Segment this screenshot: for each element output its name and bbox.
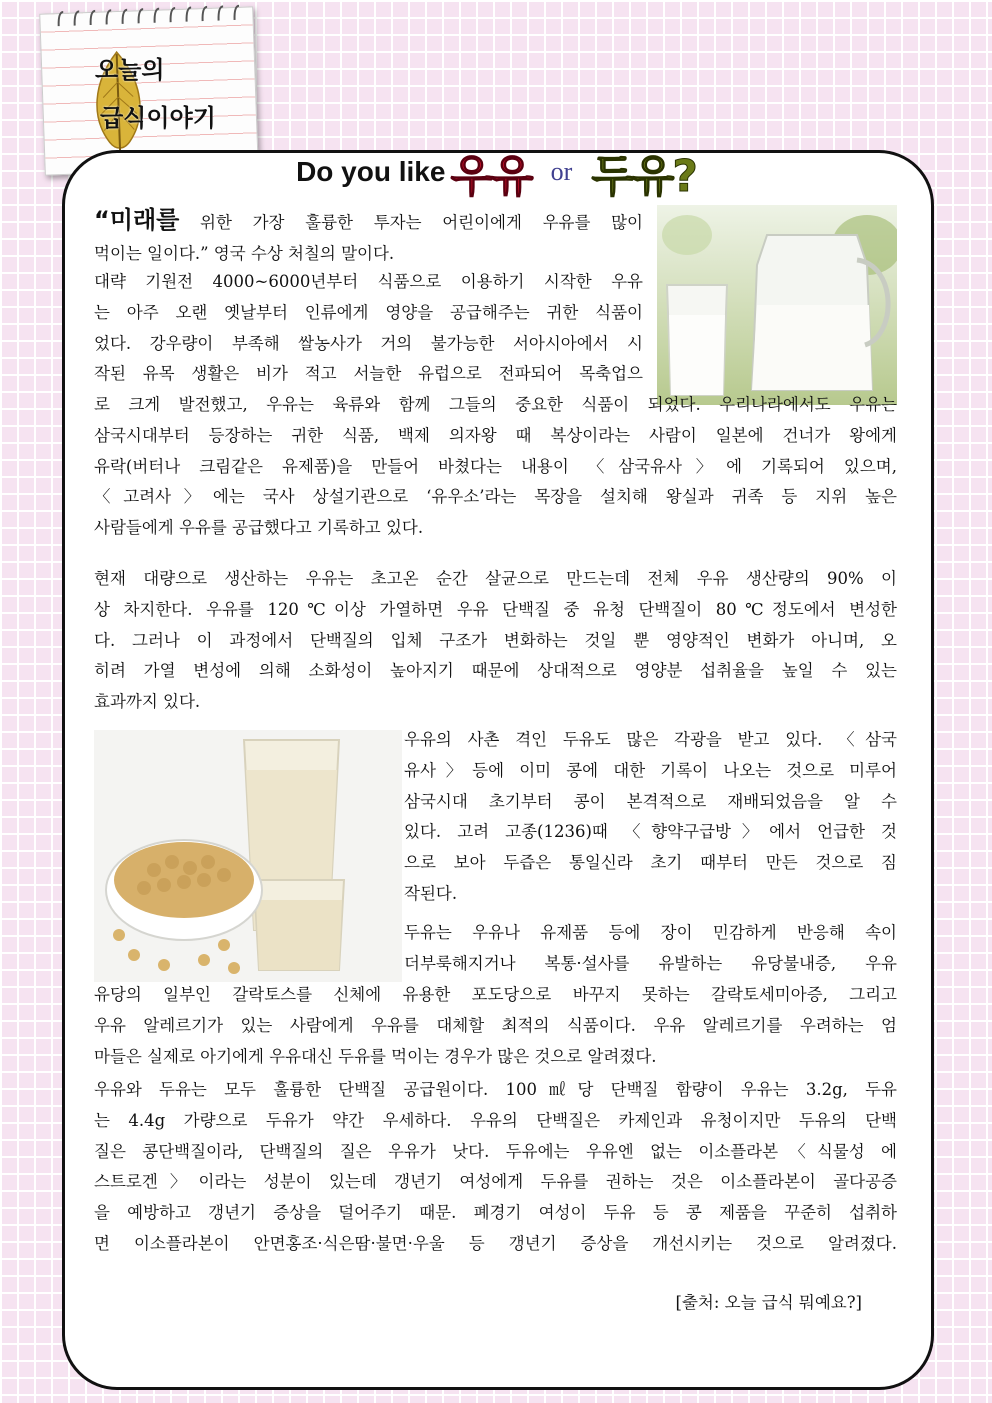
p6-line-1: 우유와 두유는 모두 훌륭한 단백질 공급원이다. 100㎖당 단백질 함량이 우유는 3.2g, 두유 (94, 1080, 897, 1099)
p2-line-5: 로 크게 발전했고, 우유는 육류와 함께 그들의 중요한 식품이 되었다. 우리나라에서도 우유는 (94, 395, 897, 414)
p6-line-5: 을 예방하고 갱년기 증상을 덜어주기 때문. 폐경기 여성이 두유 등 콩 제품을 꾸준히 섭취하 (94, 1203, 897, 1223)
p6-line-4: 스트로겐〉이라는 성분이 있는데 갱년기 여성에게 두유를 권하는 것은 이소플라본이 골다공증 (94, 1172, 897, 1192)
p2-line-3: 었다. 강우량이 부족해 쌀농사가 거의 불가능한 서아시아에서 시 (94, 333, 643, 353)
p1-line-1 (94, 205, 643, 239)
paragraph-5a (404, 918, 897, 980)
p2-line-6: 삼국시대부터 등장하는 귀한 식품, 백제 의자왕 때 복상이라는 사람이 일본에 건너가 왕에게 (94, 425, 897, 445)
p2-line-8: 〈고려사〉에는 국사 상설기관으로 ‘유우소’라는 목장을 설치해 왕실과 귀족 등 지위 높은 (94, 487, 897, 507)
title-or: or (550, 157, 573, 186)
p5-line-5: 마들은 실제로 아기에게 우유대신 두유를 먹이는 경우가 많은 것으로 알려졌다. (94, 1046, 657, 1066)
paragraph-1 (94, 205, 643, 270)
p4-line-3: 삼국시대 초기부터 콩이 본격적으로 재배되었음을 알 수 (404, 791, 897, 811)
p2-line-7: 유락(버터나 크림같은 유제품)을 만들어 바쳤다는 내용이 〈삼국유사〉에 기록되어 있으며, (94, 456, 897, 476)
paragraph-5b (94, 980, 897, 1072)
p5-line-3: 유당의 일부인 갈락토스를 신체에 유용한 포도당으로 바꾸지 못하는 갈락토세미아증, 그리고 (94, 985, 897, 1004)
p1-line-2: 먹이는 일이다.” 영국 수상 처칠의 말이다. (94, 243, 395, 263)
page-title (0, 140, 992, 204)
title-prefix: Do you like (296, 156, 446, 187)
p2-line-9: 사람들에게 우유를 공급했다고 기록하고 있다. (94, 518, 424, 538)
p6-line-2: 는 4.4g 가량으로 두유가 약간 우세하다. 우유의 단백질은 카제인과 유청이지만 두유의 단백 (94, 1110, 897, 1130)
p5-line-2: 더부룩해지거나 복통·설사를 유발하는 유당불내증, 우유 (404, 953, 897, 973)
paragraph-3 (94, 564, 897, 718)
p6-line-3: 질은 콩단백질이라, 단백질의 질은 우유가 낫다. 두유에는 우유엔 없는 이소플라본〈식물성 에 (94, 1141, 897, 1161)
p2-line-2: 는 아주 오랜 옛날부터 인류에게 영양을 공급해주는 귀한 식품이 (94, 302, 643, 322)
quote-emphasis: “미래를 (94, 206, 180, 234)
badge-line-2: 급식이야기 (100, 104, 216, 132)
p6-line-6: 면 이소플라본이 안면홍조·식은땀·불면·우울 등 갱년기 증상을 개선시키는 것으로 알려졌다. (94, 1233, 897, 1253)
p4-line-5: 으로 보아 두즙은 통일신라 초기 때부터 만든 것으로 짐 (404, 853, 897, 873)
source-citation: [출처: 오늘 급식 뭐예요?] (675, 1293, 862, 1312)
p4-line-2: 유사〉등에 이미 콩에 대한 기록이 나오는 것으로 미루어 (404, 760, 897, 780)
paragraph-2b (94, 390, 897, 544)
p1-line-1-text: “미래를 위한 가장 훌륭한 투자는 어린이에게 우유를 많이 (94, 206, 643, 234)
badge-line-1: 오늘의 (95, 56, 165, 84)
p3-line-1: 현재 대량으로 생산하는 우유는 초고온 순간 살균으로 만드는데 전체 우유 생산량의 90% 이 (94, 569, 897, 588)
p4-line-1: 우유의 사촌 격인 두유도 많은 각광을 받고 있다. 〈삼국 (404, 730, 897, 749)
p4-line-6: 작된다. (404, 883, 458, 903)
p5-line-1: 두유는 우유나 유제품 등에 장이 민감하게 반응해 속이 (404, 923, 897, 942)
p3-line-2: 상 차지한다. 우유를 120℃이상 가열하면 우유 단백질 중 유청 단백질이 80℃정도에서 변성한 (94, 599, 897, 619)
p5-line-4: 우유 알레르기가 있는 사람에게 우유를 대체할 최적의 식품이다. 우유 알레르기를 우려하는 엄 (94, 1015, 897, 1035)
p3-line-4: 히려 가열 변성에 의해 소화성이 높아지기 때문에 상대적으로 영양분 섭취율을 높일 수 있는 (94, 661, 897, 681)
paragraph-6 (94, 1075, 897, 1260)
p2-line-4: 작된 유목 생활은 비가 적고 서늘한 유럽으로 전파되어 목축업으 (94, 364, 643, 384)
p3-line-5: 효과까지 있다. (94, 692, 201, 712)
title-soy: 두유? (591, 151, 696, 202)
p2-line-1: 대략 기원전 4000~6000년부터 식품으로 이용하기 시작한 우유 (94, 272, 643, 291)
soy-milk-photo (94, 730, 402, 982)
p4-line-4: 있다. 고려 고종(1236)때 〈향약구급방〉에서 언급한 것 (404, 822, 897, 842)
p3-line-3: 다. 그러나 이 과정에서 단백질의 입체 구조가 변화하는 것일 뿐 영양적인 변화가 아니며, 오 (94, 630, 897, 650)
paragraph-2a (94, 267, 643, 390)
title-milk: 우유 (450, 151, 532, 202)
paragraph-4 (404, 725, 897, 910)
spiral-binding-icon (50, 4, 246, 31)
milk-jug-photo (657, 205, 897, 405)
